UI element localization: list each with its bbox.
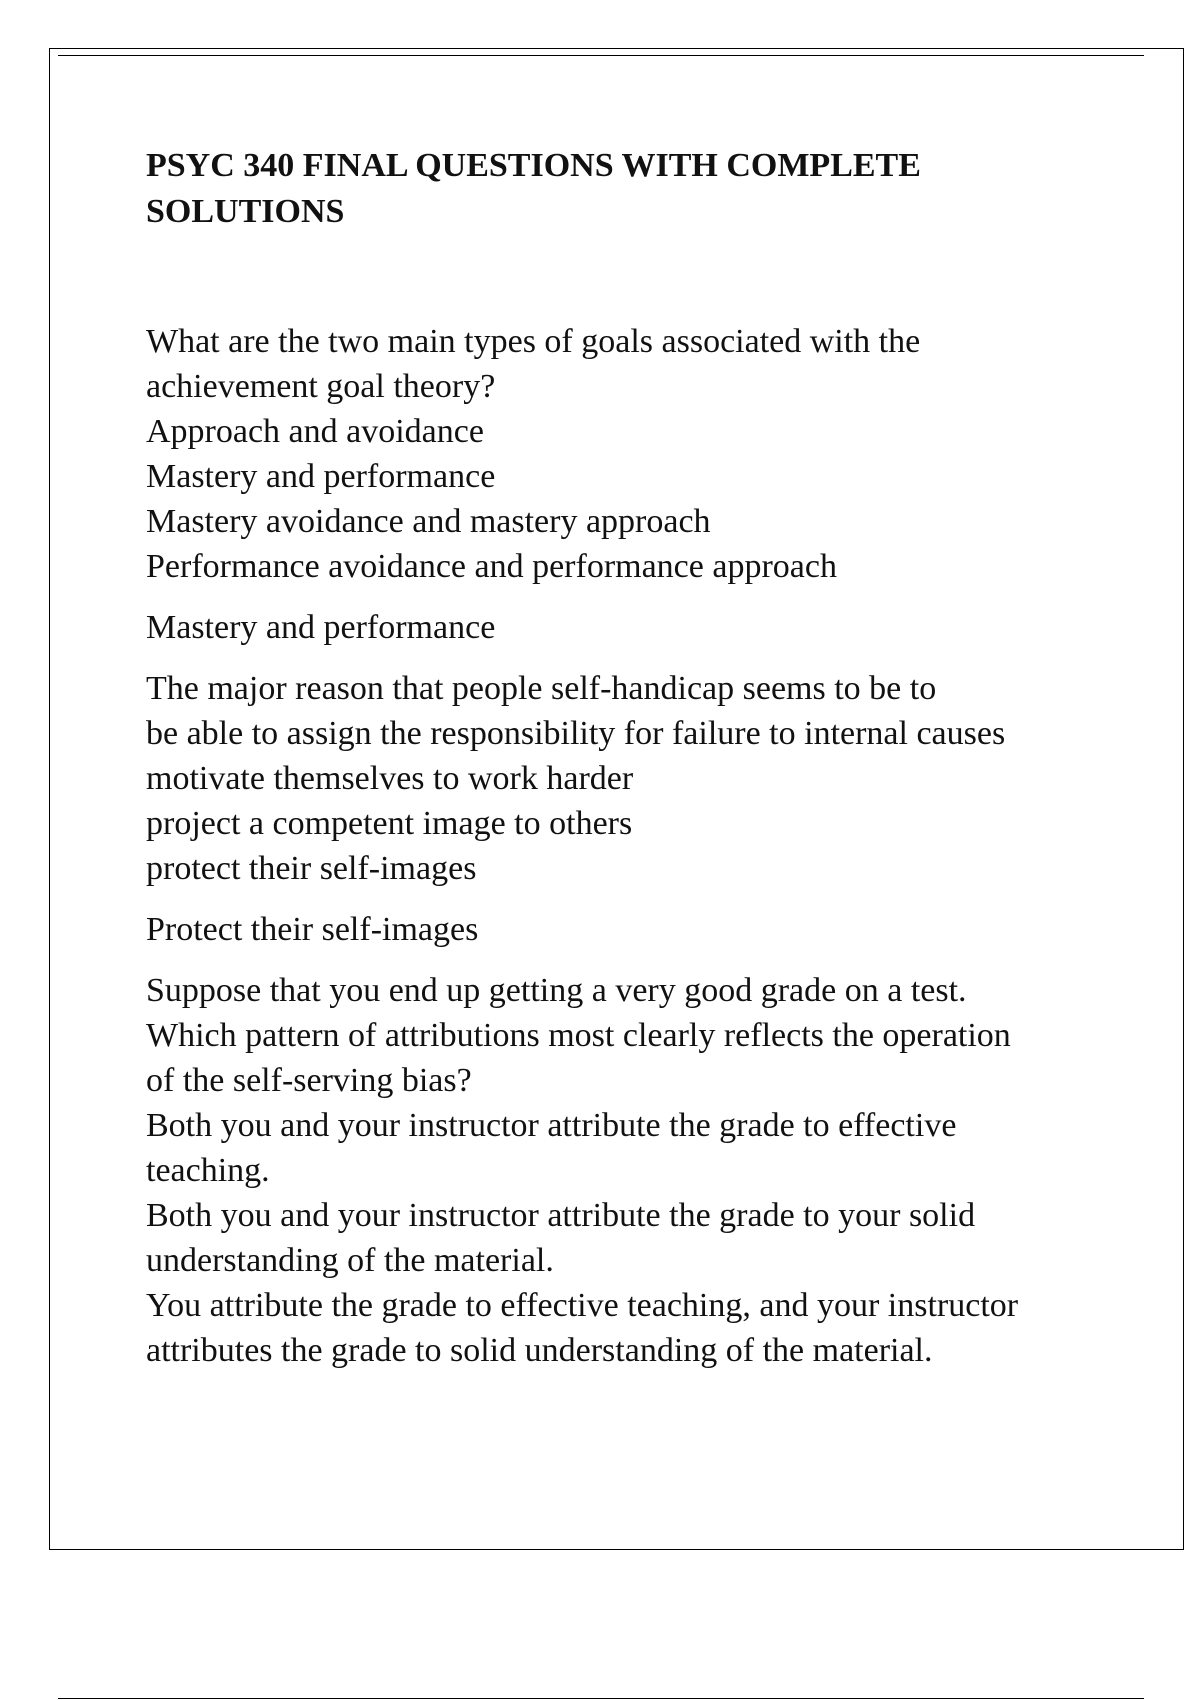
answer-text: Mastery and performance — [146, 609, 496, 646]
document-body — [146, 143, 1106, 1389]
option-text: You attribute the grade to effective teaching, and your instructor — [146, 1287, 1019, 1324]
question-text-line: Suppose that you end up getting a very good grade on a test. — [146, 972, 967, 1009]
question-text-line: achievement goal theory? — [146, 368, 496, 405]
question-text-line: The major reason that people self-handicap seems to be to — [146, 670, 937, 707]
question-text-line: of the self-serving bias? — [146, 1062, 472, 1099]
option-text: motivate themselves to work harder — [146, 760, 634, 797]
option-text: Mastery and performance — [146, 458, 496, 495]
option-text: Mastery avoidance and mastery approach — [146, 503, 711, 540]
question-text-line: Which pattern of attributions most clearly reflects the operation — [146, 1017, 1011, 1054]
question-text-line: What are the two main types of goals associated with the — [146, 323, 921, 360]
option-text: understanding of the material. — [146, 1242, 554, 1279]
top-rule-divider — [58, 55, 1144, 56]
option-text: attributes the grade to solid understanding of the material. — [146, 1332, 933, 1369]
option-text: project a competent image to others — [146, 805, 633, 842]
question-item — [146, 666, 1106, 891]
title-line: PSYC 340 FINAL QUESTIONS WITH COMPLETE — [146, 147, 921, 184]
bottom-rule-divider — [58, 1698, 1144, 1699]
option-text: Performance avoidance and performance approach — [146, 548, 837, 585]
question-item — [146, 319, 1106, 589]
option-text: Both you and your instructor attribute the grade to your solid — [146, 1197, 976, 1234]
document-title — [146, 143, 1006, 235]
title-line: SOLUTIONS — [146, 193, 345, 230]
answer-text: Protect their self-images — [146, 911, 479, 948]
option-text: Both you and your instructor attribute the grade to effective — [146, 1107, 957, 1144]
option-text: protect their self-images — [146, 850, 477, 887]
option-text: Approach and avoidance — [146, 413, 484, 450]
question-item — [146, 968, 1106, 1373]
question-list — [146, 319, 1106, 1373]
option-text: teaching. — [146, 1152, 270, 1189]
option-text: be able to assign the responsibility for failure to internal causes — [146, 715, 1006, 752]
